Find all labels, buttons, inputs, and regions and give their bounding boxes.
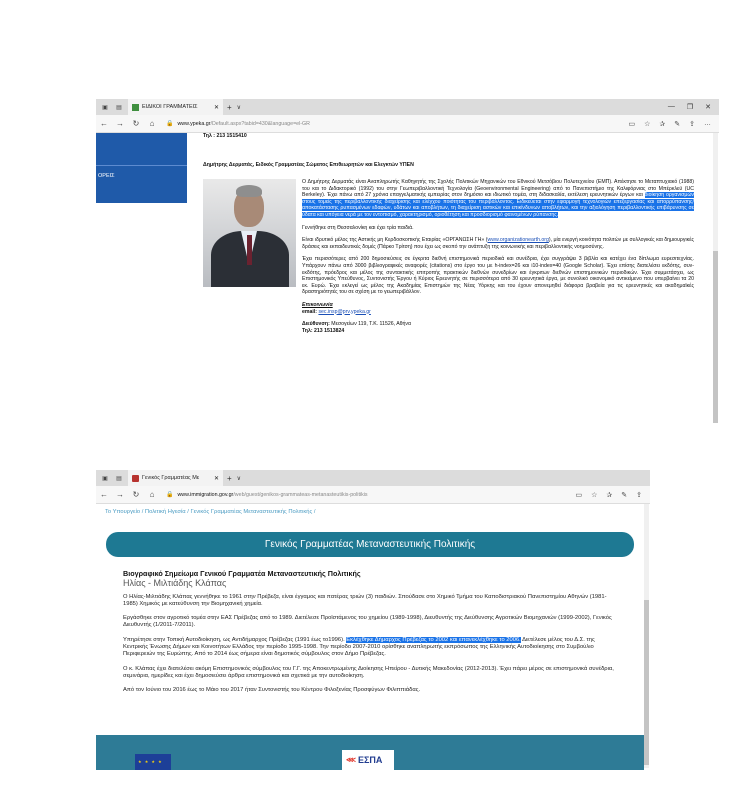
- email-link[interactable]: sec.insp@prv.ypeka.gr: [318, 308, 371, 315]
- bio-paragraph-5: Από τον Ιούνιο του 2016 έως το Μάιο του 2017 ήταν Συντονιστής του Κέντρου Φιλοξενίας Προσφύγων Φιλιππιάδας.: [123, 687, 421, 694]
- tab-bar: [96, 99, 719, 115]
- favicon-icon: [132, 475, 139, 482]
- tab-title: ΕΙΔΙΚΟΙ ΓΡΑΜΜΑΤΕΙΣ: [142, 104, 198, 110]
- tab-immigration[interactable]: [128, 470, 223, 486]
- breadcrumb[interactable]: Το Υπουργείο / Πολιτική Ηγεσία / Γενικός Γραμματέας Μεταναστευτικής Πολιτικής /: [105, 509, 316, 515]
- bio-paragraph-2: Εργάσθηκε στον αγροτικό τομέα στην ΕΑΣ Πρέβεζας από το 1989. Διετέλεσε Προϊστάμενος του χημείου (1989-1998), Διευθυντής της Διεύθυνσης Αγροτικών Βιομηχανιών (1999-2002), Γενικός Διευθυντής (1/2011-7/2011).: [123, 615, 612, 629]
- page-title: Δημήτρης Δερματάς, Ειδικός Γραμματέας Σώματος Επιθεωρητών και Ελεγκτών ΥΠΕΝ: [203, 161, 414, 168]
- bio-p3-text-b: ), μία ενεργή κοινότητα πολιτών με συλλογικές και δημιουργικές δράσεις και εκπαιδευτικές δομές (Πάρκο Τρίτση) που έχει ως σκοπό την ανάπτυξη της κοινωνικής και περιβαλλοντικής νοημοσύνης.: [302, 237, 695, 250]
- bio-p1-text: Ο Δημήτρης Δερματάς είναι Αναπληρωτής Καθηγητής της Σχολής Πολιτικών Μηχανικών του Εθνικού Μετσόβιου Πολυτεχνείου (ΕΜΠ). Απέκτησε το Μεταπτυχιακό (1988) του και το Διδακτορικό (1992) του στην Γεωπεριβαλλοντική Τεχνολογία (Geoenvironmental Engineering) από το Πανεπιστήμιο της Καλιφόρνιας στο Μπέρκλεϋ (UC Berkeley). Έχει πάνω από 27 χρόνια επαγγελματικής εμπειρίας στον δημόσιο και ιδιωτικό τομέα, στη διδασκαλία, εκτέλεση ερευνητικών έργων και: [302, 179, 694, 199]
- share-icon[interactable]: ⇪: [689, 120, 695, 128]
- tab-title: Γενικός Γραμματέας Με: [142, 475, 200, 481]
- reading-view-icon[interactable]: ▭: [628, 120, 636, 128]
- more-icon[interactable]: …: [704, 119, 711, 127]
- close-window-icon[interactable]: ✕: [705, 104, 711, 111]
- favorite-star-icon[interactable]: ☆: [644, 120, 651, 128]
- person-name: Ηλίας - Μιλτιάδης Κλάπας: [123, 578, 227, 589]
- sidebar-divider: [96, 165, 187, 166]
- bio-paragraph-4: Έχει περισσότερες από 200 δημοσιεύσεις σε έγκριτα διεθνή επιστημονικά περιοδικά και συνέδρια, έχει συγγράψει 3 βιβλία και κατέχει ένα δίπλωμα ευρεσιτεχνίας. Υπάρχουν πάνω από 3000 βιβλιογραφικές αναφορές (citations) στο έργο του με h-index=26 και i10-index=40 (Google Scholar). Έχει επίσης διατελέσει εκδότης, συν-εκδότης, πρόεδρος και μέλος της συντακτικής επιτροπής πρακτικών διεθνών συνεδρίων και έγκριτων διεθνών επιστημονικών περιοδικών. Έχει συμμετάσχει, ως Επιστημονικός Υπεύθυνος, Συντονιστής Έργου ή Κύριος Ερευνητής σε περισσότερα από 30 ερευνητικά έργα, με συνολικό οικονομικό αντικείμενο που υπερβαίνει τα 20 εκ. Ευρώ. Έχει εκλεγεί ως μέλος της Ακαδημίας Επιστημών της Νέας Υόρκης και του έχουν απονεμηθεί διάφορα βραβεία για τις ερευνητικές και ακαδημαϊκές δραστηριότητές του σε σχέση με το γεωπεριβάλλον.: [302, 256, 694, 296]
- url-domain: www.ypeka.gr: [177, 120, 211, 127]
- footer: [96, 735, 644, 770]
- bio-p3-text-a: Είναι ιδρυτικό μέλος της Αστικής μη Κερδοσκοπικής Εταιρίας «ΟΡΓΑΝΩΣΗ ΓΗ» (: [302, 237, 488, 244]
- scrollbar-thumb[interactable]: [644, 600, 649, 765]
- close-tab-icon[interactable]: ✕: [213, 104, 219, 111]
- bio-paragraph-1: Ο Ηλίας-Μιλτιάδης Κλάπας γεννήθηκε το 1961 στην Πρέβεζα, είναι έγγαμος και πατέρας τριών (3) παιδιών. Σπούδασε στο Χημικό Τμήμα του Καποδιστριακού Πανεπιστημίου Αθηνών (1981-1985) Χημικός με κατεύθυνση την Βιομηχανική χημεία.: [123, 593, 607, 607]
- maximize-icon[interactable]: ❐: [686, 104, 694, 111]
- share-icon[interactable]: ⇪: [636, 491, 642, 499]
- tab-ypeka[interactable]: [128, 99, 223, 115]
- address-label: Διεύθυνση:: [302, 321, 332, 328]
- main-content: [123, 570, 621, 702]
- home-icon[interactable]: ⌂: [149, 119, 155, 128]
- sidebar-item-label[interactable]: ΟΡΕΙΣ: [98, 173, 115, 179]
- portrait-tie: [247, 235, 252, 265]
- address-value: Μεσογείων 119, Τ.Κ. 11526, Αθήνα: [331, 321, 412, 328]
- email-label: email:: [302, 308, 319, 315]
- eu-flag-icon: [135, 754, 171, 770]
- chevron-down-icon[interactable]: ∨: [236, 475, 242, 482]
- page-banner: [106, 532, 634, 557]
- browser-window-immigration: [96, 470, 650, 770]
- selected-text: Εκλέχθηκε Δήμαρχος Πρέβεζας το 2002 και επανεκλέχθηκε το 2006.: [346, 636, 521, 643]
- bio-text: [302, 179, 694, 334]
- tabs-aside-icon[interactable]: ▤: [116, 475, 122, 482]
- tab-bar: [96, 470, 650, 486]
- favorite-star-icon[interactable]: ☆: [591, 491, 598, 499]
- page-body: [96, 133, 719, 423]
- contact-heading: Επικοινωνία: [302, 301, 333, 308]
- top-phone: Τηλ : 213 1515410: [203, 133, 247, 139]
- browser-window-ypeka: [96, 99, 719, 423]
- portrait-hair: [236, 185, 262, 197]
- email-row: [302, 309, 694, 316]
- favicon-icon: [132, 104, 139, 111]
- lock-icon: 🔒: [166, 121, 174, 127]
- favorites-icon[interactable]: ✰: [606, 491, 613, 499]
- espa-label: ΕΣΠΑ: [357, 755, 383, 765]
- tab-actions-icon[interactable]: ▣: [102, 475, 108, 482]
- new-tab-icon[interactable]: +: [227, 102, 232, 112]
- forward-arrow-icon[interactable]: →: [116, 490, 124, 499]
- organization-link[interactable]: www.organizationearth.org: [487, 237, 549, 244]
- tabs-aside-icon[interactable]: ▤: [116, 104, 122, 111]
- reading-view-icon[interactable]: ▭: [575, 491, 583, 499]
- refresh-icon[interactable]: ↻: [132, 119, 140, 128]
- back-arrow-icon[interactable]: ←: [100, 490, 108, 499]
- banner-title: Γενικός Γραμματέας Μεταναστευτικής Πολιτικής: [264, 539, 476, 550]
- scrollbar[interactable]: [644, 504, 649, 768]
- forward-arrow-icon[interactable]: →: [116, 119, 124, 128]
- bio-paragraph-3: [302, 237, 694, 250]
- address-bar: [96, 486, 650, 504]
- url-domain: www.immigration.gov.gr: [177, 491, 234, 498]
- home-icon[interactable]: ⌂: [149, 490, 155, 499]
- selected-text: διοίκηση οργανισμών στους τομείς της περιβαλλοντικής διαχείρισης και ελέγχου ποιότητας του περιβάλλοντος. Ειδικεύεται στην εφαρμογή τεχνολογιών επεξεργασίας και απορρύπανσης/αποκατάστασης ρυπασμένων εδαφών, υδάτων και αποβλήτων, τη διαχείριση αστικών και επικίνδυνων αποβλήτων, και την αξιολόγηση περιβαλλοντικής επιβάρυνσης σε ύδατα και υπόγεια νερά με τον εντοπισμό, χαρακτηρισμό, οριοθέτηση και προσδιορισμό φαινομένων ρύπανσης.: [302, 192, 694, 218]
- favorites-icon[interactable]: ✰: [659, 120, 666, 128]
- bio-paragraph-4: Ο κ. Κλάπας έχει διατελέσει ακόμη Επιστημονικός σύμβουλος του Γ.Γ. της Αποκεντρωμένης Διοίκησης Ηπείρου - Δυτικής Μακεδονίας (2012-2013). Έχει πάρει μέρος σε επιστημονικά συνέδρια, σεμινάρια, ημερίδες και έχει δημοσιεύσει άρθρα επιστημονικά και σχετικά με την αυτοδιοίκηση.: [123, 665, 614, 679]
- close-tab-icon[interactable]: ✕: [213, 475, 219, 482]
- notes-icon[interactable]: ✎: [621, 491, 628, 499]
- portrait-photo: [203, 179, 296, 287]
- espa-mark-icon: ⋘: [346, 757, 356, 764]
- bio-p3-text-b: Διετέλεσε μέλος του Δ.Σ. της Κεντρικής Ένωσης Δήμων και Κοινοτήτων Ελλάδος την περίοδο 1995-1998. Την περίοδο 2007-2010 ορίσθηκε αναπληρωτής εκπρόσωπος της Ελληνικής Αυτοδιοίκησης στο Συμβούλιο Περιφερειών της Ευρώπης. Από το 2014 έως σήμερα είναι δημοτικός σύμβουλος στον Δήμο Πρέβεζας.: [123, 636, 595, 658]
- url-field[interactable]: [166, 489, 569, 501]
- espa-logo[interactable]: [342, 750, 394, 770]
- address-row: [302, 321, 694, 328]
- phone: Τηλ: 213 1513824: [302, 327, 345, 334]
- minimize-icon[interactable]: —: [667, 103, 675, 110]
- bio-paragraph-2: Γεννήθηκε στη Θεσσαλονίκη και έχει τρία παιδιά.: [302, 224, 414, 231]
- chevron-down-icon[interactable]: ∨: [236, 104, 242, 111]
- lock-icon: 🔒: [166, 492, 174, 498]
- eu-stars: ★ ★ ★ ★: [138, 759, 163, 764]
- tab-actions-icon[interactable]: ▣: [102, 104, 108, 111]
- bio-paragraph-1: [302, 179, 694, 219]
- url-field[interactable]: [166, 118, 622, 130]
- url-path: /web/guest/genikos-grammateas-metanasteutikis-politikis: [233, 491, 368, 498]
- sidebar: [96, 133, 187, 203]
- url-path: /Default.aspx?tabid=430&language=el-GR: [210, 120, 311, 127]
- bio-paragraph-3: [123, 637, 621, 659]
- address-bar: [96, 115, 719, 133]
- scrollbar[interactable]: [713, 133, 718, 423]
- section-title: Βιογραφικό Σημείωμα Γενικού Γραμματέα Μεταναστευτικής Πολιτικής: [123, 569, 361, 578]
- bio-p3-text-a: Υπηρέτησε στην Τοπική Αυτοδιοίκηση, ως Αντιδήμαρχος Πρέβεζας (1991 έως το1996).: [123, 636, 347, 643]
- new-tab-icon[interactable]: +: [227, 473, 232, 483]
- back-arrow-icon[interactable]: ←: [100, 119, 108, 128]
- main-content: [203, 133, 695, 334]
- scrollbar-thumb[interactable]: [713, 251, 718, 423]
- refresh-icon[interactable]: ↻: [132, 490, 140, 499]
- notes-icon[interactable]: ✎: [674, 120, 681, 128]
